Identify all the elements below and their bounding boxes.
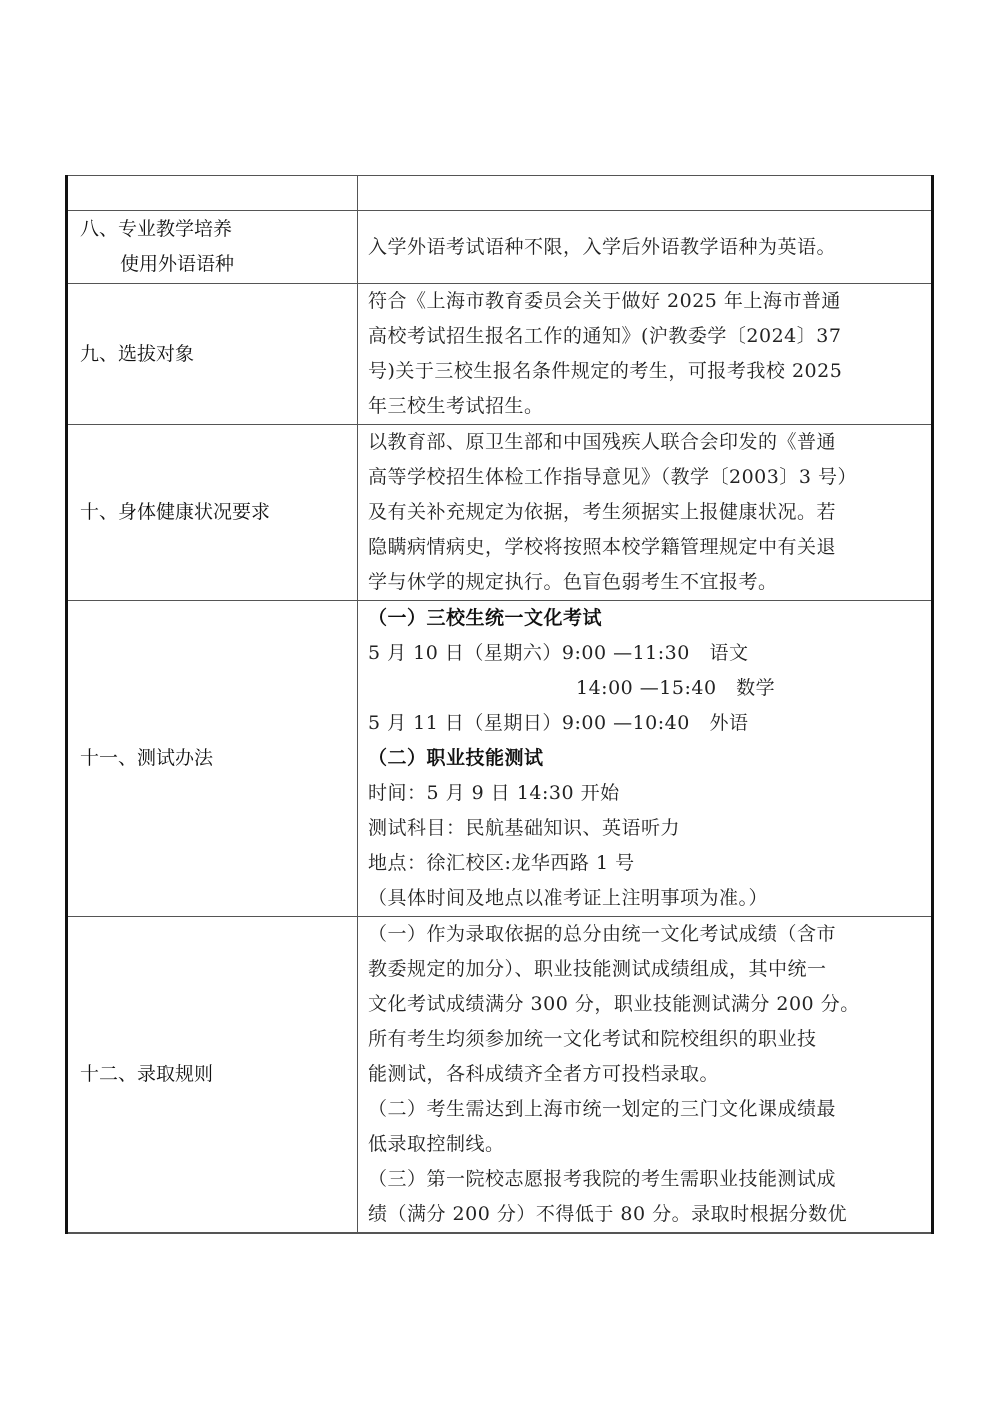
content-line: 符合《上海市教育委员会关于做好 2025 年上海市普通 [368,290,841,312]
schedule-line: 14:00 —15:40 数学 [576,677,776,699]
content-line: 及有关补充规定为依据，考生须据实上报健康状况。若 [368,501,837,523]
table-row-selection-target [67,284,933,425]
section-heading-skills-test: （二）职业技能测试 [368,747,544,769]
schedule-line: 5 月 11 日（星期日）9:00 —10:40 外语 [368,712,749,734]
content-line: 绩（满分 200 分）不得低于 80 分。录取时根据分数优 [368,1203,848,1225]
content-line: （二）考生需达到上海市统一划定的三门文化课成绩最 [368,1098,837,1120]
detail-line: （具体时间及地点以准考证上注明事项为准。） [368,887,769,909]
table-row-foreign-language [67,211,933,284]
empty-label-cell [67,176,358,211]
content-line: 高校考试招生报名工作的通知》(沪教委学〔2024〕37 [368,325,842,347]
content-line: 高等学校招生体检工作指导意见》（教学〔2003〕3 号） [368,466,857,488]
table-row-admission-rules [67,917,933,1234]
foreign-language-label [67,211,358,284]
selection-target-label: 九、选拔对象 [67,284,358,425]
admission-info-table [65,175,934,1234]
section-heading-culture-exam: （一）三校生统一文化考试 [368,607,603,629]
table-row-test-methods [67,601,933,917]
table-row-empty [67,176,933,211]
detail-line: 地点：徐汇校区:龙华西路 1 号 [368,852,635,874]
foreign-language-content [358,211,933,284]
label-line: 八、专业教学培养 [80,218,233,240]
detail-line: 测试科目：民航基础知识、英语听力 [368,817,681,839]
content-line: 年三校生考试招生。 [368,395,544,417]
content-line: 文化考试成绩满分 300 分，职业技能测试满分 200 分。 [368,993,860,1015]
content-line: 能测试，各科成绩齐全者方可投档录取。 [368,1063,720,1085]
health-requirements-label: 十、身体健康状况要求 [67,425,358,601]
admission-rules-content [358,917,933,1234]
test-methods-content [358,601,933,917]
empty-content-cell [358,176,933,211]
admission-rules-label: 十二、录取规则 [67,917,358,1234]
content-line: 学与休学的规定执行。色盲色弱考生不宜报考。 [368,571,778,593]
schedule-line: 5 月 10 日（星期六）9:00 —11:30 语文 [368,642,749,664]
table-row-health-requirements [67,425,933,601]
content-line: 隐瞒病情病史，学校将按照本校学籍管理规定中有关退 [368,536,837,558]
content-line: （一）作为录取依据的总分由统一文化考试成绩（含市 [368,923,837,945]
content-line: 所有考生均须参加统一文化考试和院校组织的职业技 [368,1028,817,1050]
content-line: （三）第一院校志愿报考我院的考生需职业技能测试成 [368,1168,837,1190]
content-line: 号)关于三校生报名条件规定的考生，可报考我校 2025 [368,360,843,382]
content-line: 教委规定的加分）、职业技能测试成绩组成，其中统一 [368,958,827,980]
label-line: 使用外语语种 [120,253,235,275]
selection-target-content [358,284,933,425]
content-line: 入学外语考试语种不限，入学后外语教学语种为英语。 [368,235,837,258]
content-line: 低录取控制线。 [368,1133,505,1155]
detail-line: 时间：5 月 9 日 14:30 开始 [368,782,620,804]
content-line: 以教育部、原卫生部和中国残疾人联合会印发的《普通 [368,431,837,453]
test-methods-label: 十一、测试办法 [67,601,358,917]
health-requirements-content [358,425,933,601]
